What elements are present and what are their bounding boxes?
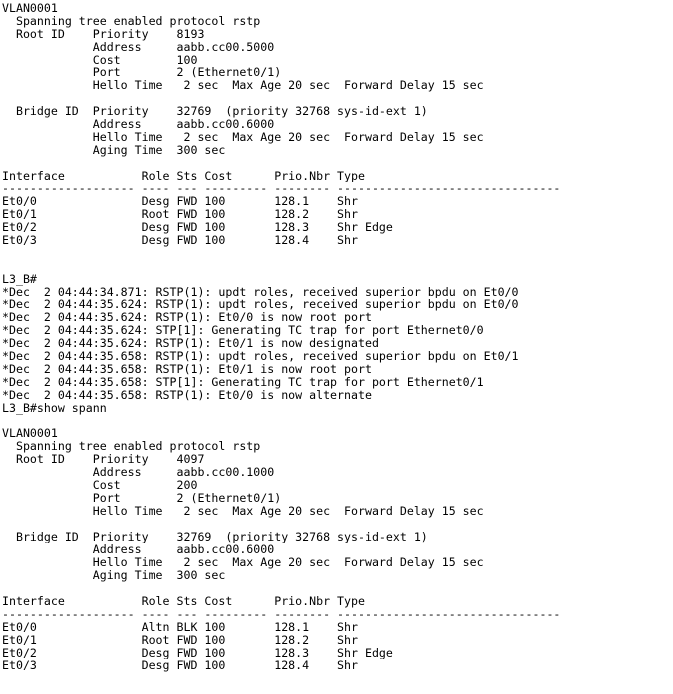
terminal-line: ------------------- ---- --- --------- -------- -------------------------------- [2,182,561,196]
terminal-line: ------------------- ---- --- --------- -------- -------------------------------- [2,607,561,621]
terminal-line: Address aabb.cc00.5000 [2,40,275,54]
terminal-line: *Dec 2 04:44:35.658: RSTP(1): Et0/0 is now alternate [2,388,372,402]
terminal-line: Address aabb.cc00.6000 [2,118,275,131]
terminal-line: *Dec 2 04:44:35.658: STP[1]: Generating TC trap for port Ethernet0/1 [2,375,484,389]
terminal-line: Hello Time 2 sec Max Age 20 sec Forward Delay 15 sec [2,130,484,144]
terminal-line: *Dec 2 04:44:35.624: RSTP(1): updt roles, received superior bpdu on Et0/0 [2,298,519,312]
terminal-line: Et0/2 Desg FWD 100 128.3 Shr Edge [2,221,393,235]
terminal-line: Et0/3 Desg FWD 100 128.4 Shr [2,659,358,673]
terminal-line: Root ID Priority 4097 [2,453,205,467]
terminal-line: Port 2 (Ethernet0/1) [2,66,282,80]
terminal-line: Et0/0 Altn BLK 100 128.1 Shr [2,620,358,634]
terminal-line: Et0/1 Root FWD 100 128.2 Shr [2,633,358,647]
terminal-line: Bridge ID Priority 32769 (priority 32768 sys-id-ext 1) [2,105,428,119]
terminal-line [2,518,673,531]
terminal-line: *Dec 2 04:44:35.658: RSTP(1): Et0/1 is now root port [2,362,372,376]
terminal-line [2,92,673,105]
terminal-line: Interface Role Sts Cost Prio.Nbr Type [2,169,365,183]
terminal-line: VLAN0001 [2,427,58,441]
terminal-line [2,157,673,170]
terminal-line: *Dec 2 04:44:35.624: RSTP(1): Et0/1 is now designated [2,337,379,351]
terminal-line: Spanning tree enabled protocol rstp [2,14,261,28]
terminal-line: Hello Time 2 sec Max Age 20 sec Forward Delay 15 sec [2,79,484,93]
terminal-line: Address aabb.cc00.1000 [2,466,275,479]
terminal-line [2,582,673,595]
terminal-line: L3_B#show spann [2,401,107,415]
terminal-line: Port 2 (Ethernet0/1) [2,491,282,505]
terminal-line [2,260,673,273]
terminal-line: Et0/1 Root FWD 100 128.2 Shr [2,208,358,222]
terminal-line: Et0/0 Desg FWD 100 128.1 Shr [2,195,358,209]
terminal-line: Root ID Priority 8193 [2,27,205,41]
terminal-line: *Dec 2 04:44:34.871: RSTP(1): updt roles, received superior bpdu on Et0/0 [2,285,519,299]
terminal-line: Address aabb.cc00.6000 [2,543,275,557]
terminal-line [2,247,673,260]
terminal-line: Hello Time 2 sec Max Age 20 sec Forward Delay 15 sec [2,556,484,570]
terminal-line: L3_B# [2,272,37,286]
terminal-line: *Dec 2 04:44:35.658: RSTP(1): updt roles, received superior bpdu on Et0/1 [2,350,519,363]
terminal-line: *Dec 2 04:44:35.624: RSTP(1): Et0/0 is now root port [2,311,372,325]
terminal-line: Aging Time 300 sec [2,569,226,583]
terminal-line: Et0/2 Desg FWD 100 128.3 Shr Edge [2,646,393,660]
terminal-line: Hello Time 2 sec Max Age 20 sec Forward Delay 15 sec [2,504,484,518]
terminal-line: Aging Time 300 sec [2,143,226,157]
terminal-line: Cost 100 [2,53,198,67]
terminal-line: Cost 200 [2,478,198,492]
terminal-line: Spanning tree enabled protocol rstp [2,440,261,454]
terminal-line: Et0/3 Desg FWD 100 128.4 Shr [2,234,358,247]
terminal-line: *Dec 2 04:44:35.624: STP[1]: Generating TC trap for port Ethernet0/0 [2,324,484,338]
terminal-line: Interface Role Sts Cost Prio.Nbr Type [2,594,365,608]
terminal-line: Bridge ID Priority 32769 (priority 32768 sys-id-ext 1) [2,530,428,544]
terminal-line [2,415,673,428]
terminal-line: VLAN0001 [2,2,58,15]
